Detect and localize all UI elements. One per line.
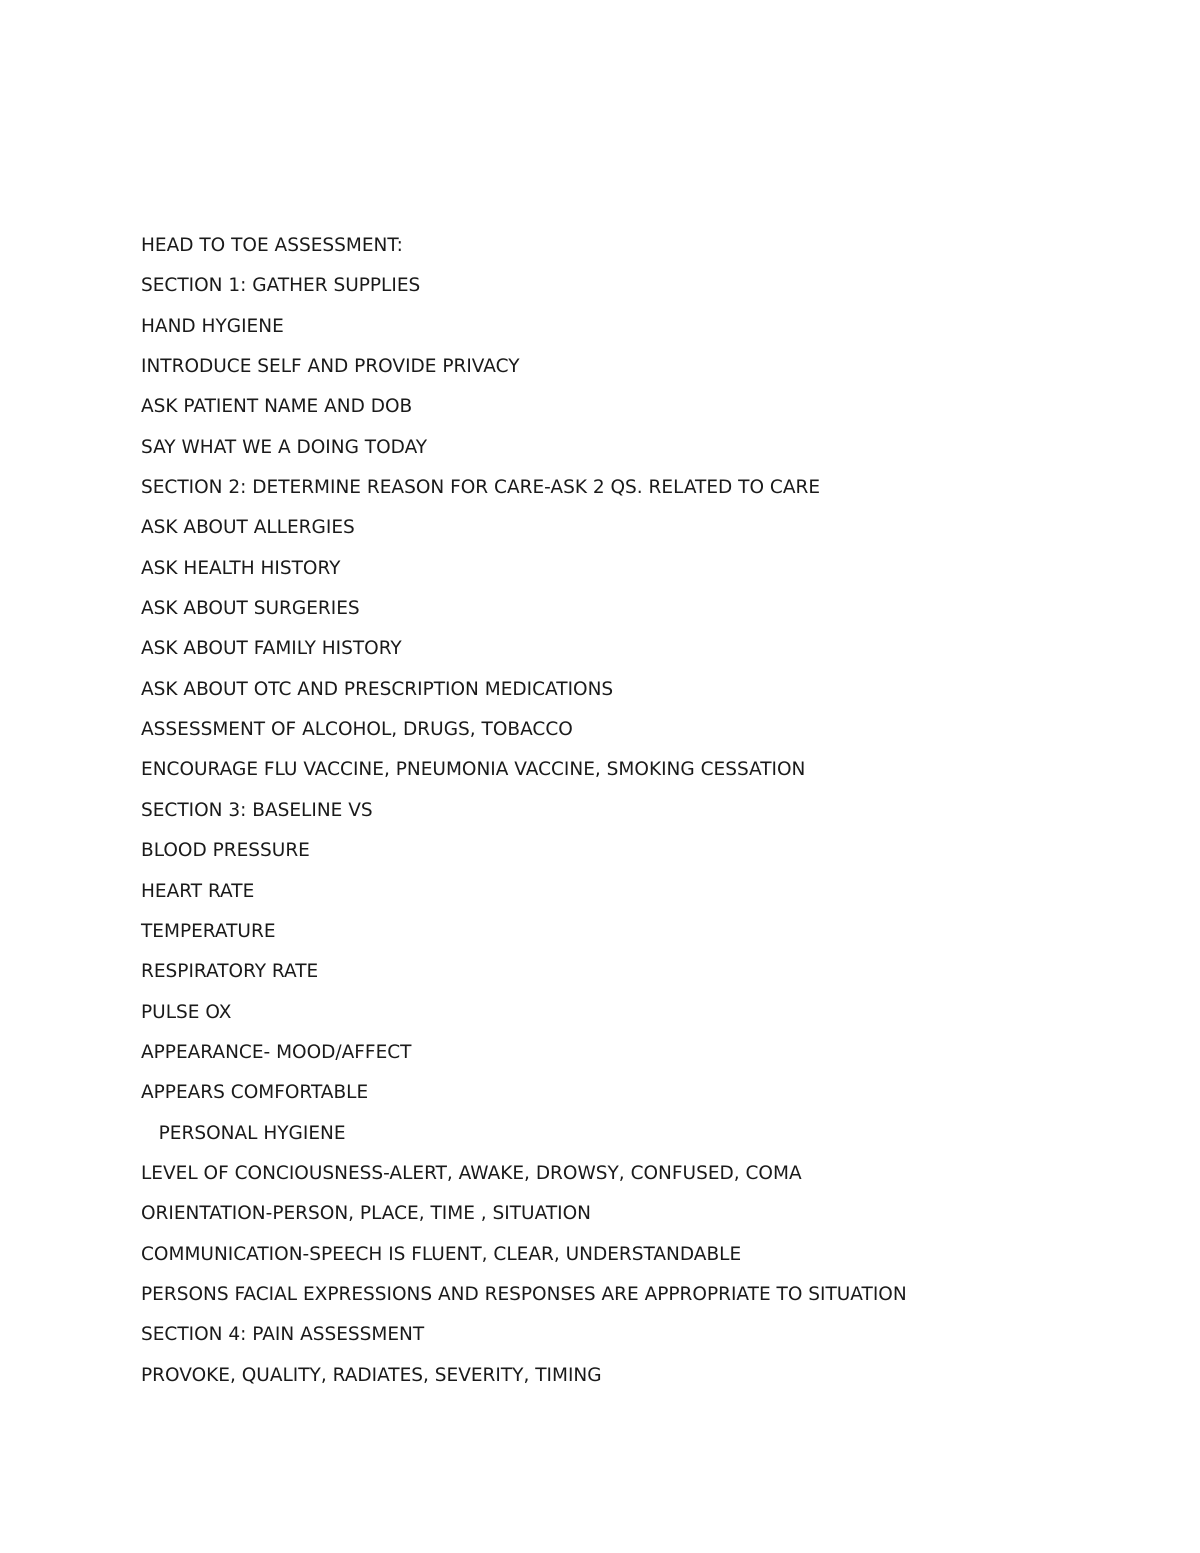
section-2-heading: SECTION 2: DETERMINE REASON FOR CARE-ASK 2 QS. RELATED TO CARE [141,477,821,499]
text-line: INTRODUCE SELF AND PROVIDE PRIVACY [141,356,520,378]
text-line: HAND HYGIENE [141,315,284,337]
text-line: ENCOURAGE FLU VACCINE, PNEUMONIA VACCINE, SMOKING CESSATION [141,759,806,781]
section-4-heading: SECTION 4: PAIN ASSESSMENT [141,1324,425,1346]
text-line: ORIENTATION-PERSON, PLACE, TIME , SITUATION [141,1203,591,1225]
text-line: PULSE OX [141,1001,232,1023]
text-line: ASK ABOUT ALLERGIES [141,517,355,539]
text-line: ASK ABOUT OTC AND PRESCRIPTION MEDICATIONS [141,678,614,700]
text-line: SAY WHAT WE A DOING TODAY [141,436,428,458]
text-line: APPEARANCE- MOOD/AFFECT [141,1041,412,1063]
text-line: ASK ABOUT FAMILY HISTORY [141,638,402,660]
text-line: APPEARS COMFORTABLE [141,1082,369,1104]
text-line: TEMPERATURE [141,920,276,942]
section-3-heading: SECTION 3: BASELINE VS [141,799,373,821]
text-line: ASK PATIENT NAME AND DOB [141,396,413,418]
text-line: PROVOKE, QUALITY, RADIATES, SEVERITY, TIMING [141,1364,602,1386]
text-line: ASSESSMENT OF ALCOHOL, DRUGS, TOBACCO [141,719,573,741]
text-line: PERSONS FACIAL EXPRESSIONS AND RESPONSES ARE APPROPRIATE TO SITUATION [141,1283,907,1305]
text-line: BLOOD PRESSURE [141,840,310,862]
text-line: ASK HEALTH HISTORY [141,557,341,579]
section-1-heading: SECTION 1: GATHER SUPPLIES [141,275,421,297]
text-line: HEART RATE [141,880,255,902]
document-body [141,226,1141,1396]
text-line: COMMUNICATION-SPEECH IS FLUENT, CLEAR, UNDERSTANDABLE [141,1243,742,1265]
document-title: HEAD TO TOE ASSESSMENT: [141,235,403,256]
text-line: PERSONAL HYGIENE [141,1122,346,1144]
text-line: ASK ABOUT SURGERIES [141,598,360,620]
text-line: LEVEL OF CONCIOUSNESS-ALERT, AWAKE, DROWSY, CONFUSED, COMA [141,1162,802,1184]
text-line: RESPIRATORY RATE [141,961,319,983]
